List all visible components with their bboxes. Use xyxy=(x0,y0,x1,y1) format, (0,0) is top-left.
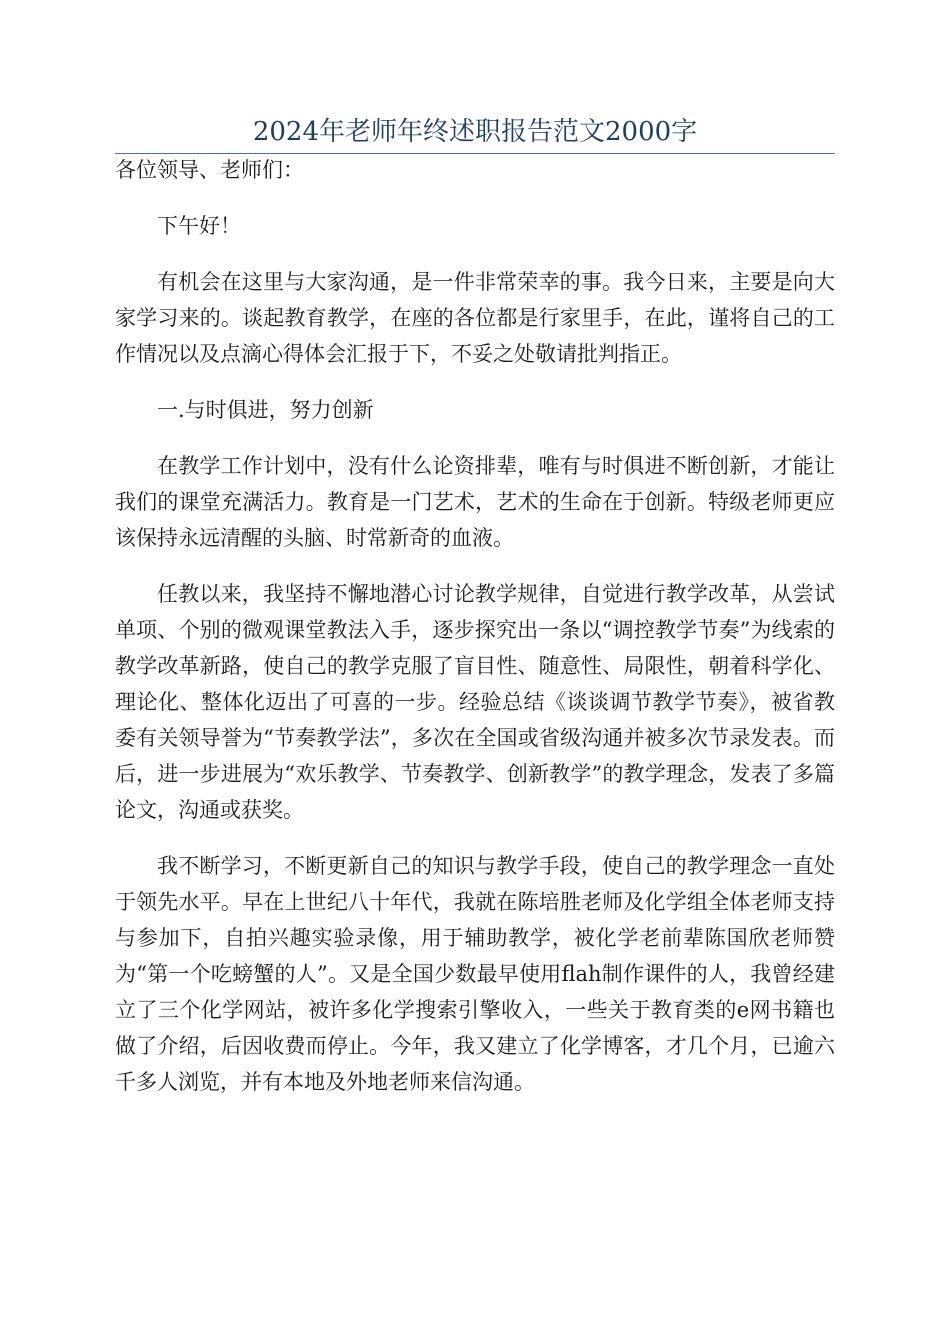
paragraph-continuous-learning: 我不断学习，不断更新自己的知识与教学手段，使自己的教学理念一直处于领先水平。早在上世纪八十年代，我就在陈培胜老师及化学组全体老师支持与参加下，自拍兴趣实验录像，用于辅助教学，被化学老前辈陈国欣老师赞为“第一个吃螃蟹的人”。又是全国少数最早使用flah制作课件的人，我曾经建立了三个化学网站，被许多化学搜索引擎收入，一些关于教育类的e网书籍也做了介绍，后因收费而停止。今年，我又建立了化学博客，才几个月，已逾六千多人浏览，并有本地及外地老师来信沟通。 xyxy=(115,854,835,1094)
document-body xyxy=(115,150,835,1100)
salutation: 各位领导、老师们： xyxy=(115,158,304,182)
paragraph-teaching-reform: 任教以来，我坚持不懈地潜心讨论教学规律，自觉进行教学改革，从尝试单项、个别的微观课堂教法入手，逐步探究出一条以“调控教学节奏”为线索的教学改革新路，使自己的教学克服了盲目性、随意性、局限性，朝着科学化、理论化、整体化迈出了可喜的一步。经验总结《谈谈调节教学节奏》，被省教委有关领导誉为“节奏教学法”，多次在全国或省级沟通并被多次节录发表。而后，进一步进展为“欢乐教学、节奏教学、创新教学”的教学理念，发表了多篇论文，沟通或获奖。 xyxy=(115,582,835,822)
paragraph-intro: 有机会在这里与大家沟通，是一件非常荣幸的事。我今日来，主要是向大家学习来的。谈起教育教学，在座的各位都是行家里手，在此，谨将自己的工作情况以及点滴心得体会汇报于下，不妥之处敬请批判指正。 xyxy=(115,270,835,366)
document-title: 2024年老师年终述职报告范文2000字 xyxy=(252,117,698,147)
greeting: 下午好！ xyxy=(157,214,241,238)
section-heading: 一.与时俱进，努力创新 xyxy=(157,398,374,422)
paragraph-innovation: 在教学工作计划中，没有什么论资排辈，唯有与时俱进不断创新，才能让我们的课堂充满活力。教育是一门艺术，艺术的生命在于创新。特级老师更应该保持永远清醒的头脑、时常新奇的血液。 xyxy=(115,454,835,550)
